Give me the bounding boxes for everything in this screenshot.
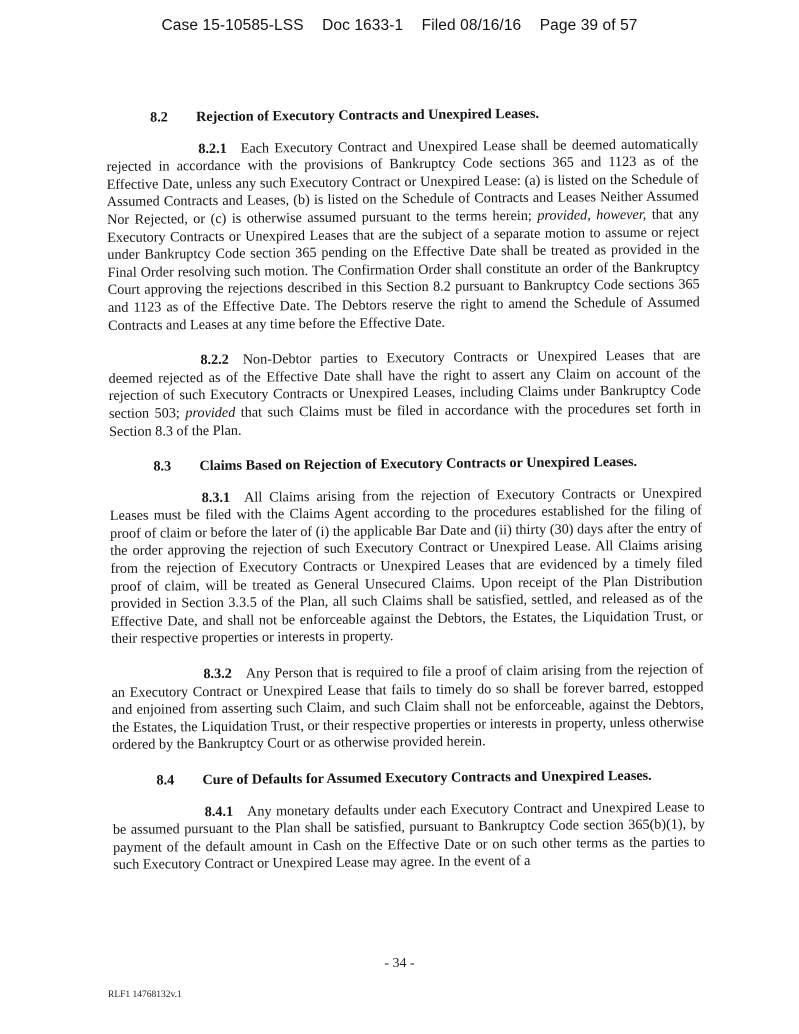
paragraph-8-3-1 [110, 485, 703, 649]
paragraph-number: 8.2.2 [200, 351, 229, 369]
paragraph-text: Non-Debtor parties to Executory Contracts or Unexpired Leases that are deemed rejected as of the Effective Date shall have the right to assert any Claim on account of the rejection of such Executory Contracts or Unexpired Leases, including Claims under Bankruptcy Code section 503; [108, 347, 701, 422]
paragraph-text-cont: that such Claims must be filed in accordance with the procedures set forth in Section 8.3 of the Plan. [109, 400, 701, 440]
paragraph-8-2-2 [108, 347, 701, 441]
document-reference: RLF1 14768132v.1 [108, 990, 182, 1000]
paragraph-number: 8.3.2 [203, 665, 232, 683]
paragraph-8-2-1 [106, 136, 700, 335]
paragraph-number: 8.4.1 [204, 803, 234, 820]
paragraph-8-3-2 [111, 661, 704, 755]
paragraph-number: 8.3.1 [201, 489, 231, 506]
page-indicator: Page 39 of 57 [539, 17, 638, 34]
section-heading-8-3 [109, 453, 701, 476]
section-title: Cure of Defaults for Assumed Executory Contracts and Unexpired Leases. [202, 767, 652, 789]
page-number: - 34 - [384, 956, 415, 971]
doc-number: Doc 1633-1 [322, 17, 404, 34]
paragraph-text: Any Person that is required to file a proof of claim arising from the rejection of an Executory Contract or Unexpired Lease that fails to timely do so shall be forever barred, estopped and enjoined from asserting such Claim, and such Claim shall not be enforceable, against the Debtors, the Estates, the Liquidation Trust, or their respective properties or interests in property, unless otherwise ordered by the Bankruptcy Court or as otherwise provided herein. [111, 661, 704, 754]
paragraph-text: All Claims arising from the rejection of Executory Contracts or Unexpired Leases must be filed with the Claims Agent according to the procedures established for the filing of proof of claim or before the later of (i) the applicable Bar Date and (ii) thirty (30) days after the entry of the order approving the rejection of such Executory Contract or Unexpired Lease. All Claims arising from the rejection of Executory Contracts or Unexpired Leases that are evidenced by a timely filed proof of claim, will be treated as General Unsecured Claims. Upon receipt of the Plan Distribution provided in Section 3.3.5 of the Plan, all such Claims shall be satisfied, settled, and released as of the Effective Date, and shall not be enforceable against the Debtors, the Estates, the Liquidation Trust, or their respective properties or interests in property. [109, 484, 703, 648]
paragraph-8-4-1 [113, 799, 706, 875]
paragraph-italic: provided, however, [537, 206, 647, 224]
paragraph-text-cont: that any Executory Contracts or Unexpired Leases that are the subject of a separate motion to assume or reject under Bankruptcy Code section 365 pending on the Effective Date shall be treated as provided in the Final Order resolving such motion. The Confirmation Order shall constitute an order of the Bankruptcy Court approving the rejections described in this Section 8.2 pursuant to Bankruptcy Code sections 365 and 1123 as of the Effective Date. The Debtors reserve the right to amend the Schedule of Assumed Contracts and Leases at any time before the Effective Date. [107, 206, 700, 334]
paragraph-text: Any monetary defaults under each Executory Contract and Unexpired Lease to be assumed pursuant to the Plan shall be satisfied, pursuant to Bankruptcy Code section 365(b)(1), by payment of the default amount in Cash on the Effective Date or on such other terms as the parties to such Executory Contract or Unexpired Lease may agree. In the event of a [112, 798, 706, 874]
case-number: Case 15-10585-LSS [161, 17, 304, 34]
case-header [0, 17, 799, 35]
section-heading-8-2 [106, 104, 698, 127]
section-heading-8-4 [112, 767, 704, 790]
section-number: 8.3 [153, 458, 172, 475]
section-title: Rejection of Executory Contracts and Unexpired Leases. [195, 105, 540, 126]
document-body [106, 104, 705, 893]
paragraph-number: 8.2.1 [198, 140, 227, 157]
paragraph-text: Each Executory Contract and Unexpired Lease shall be deemed automatically rejected in accordance with the provisions of Bankruptcy Code sections 365 and 1123 as of the Effective Date, unless any such Executory Contract or Unexpired Lease: (a) is listed on the Schedule of Assumed Contracts and Leases, (b) is listed on the Schedule of Contracts and Leases Neither Assumed Nor Rejected, or (c) is otherwise assumed pursuant to the terms herein; [106, 135, 699, 228]
paragraph-italic: provided [185, 404, 236, 422]
section-number: 8.2 [149, 109, 168, 126]
section-title: Claims Based on Rejection of Executory Contracts or Unexpired Leases. [199, 454, 638, 475]
section-number: 8.4 [156, 772, 175, 789]
filed-date: Filed 08/16/16 [421, 17, 522, 34]
